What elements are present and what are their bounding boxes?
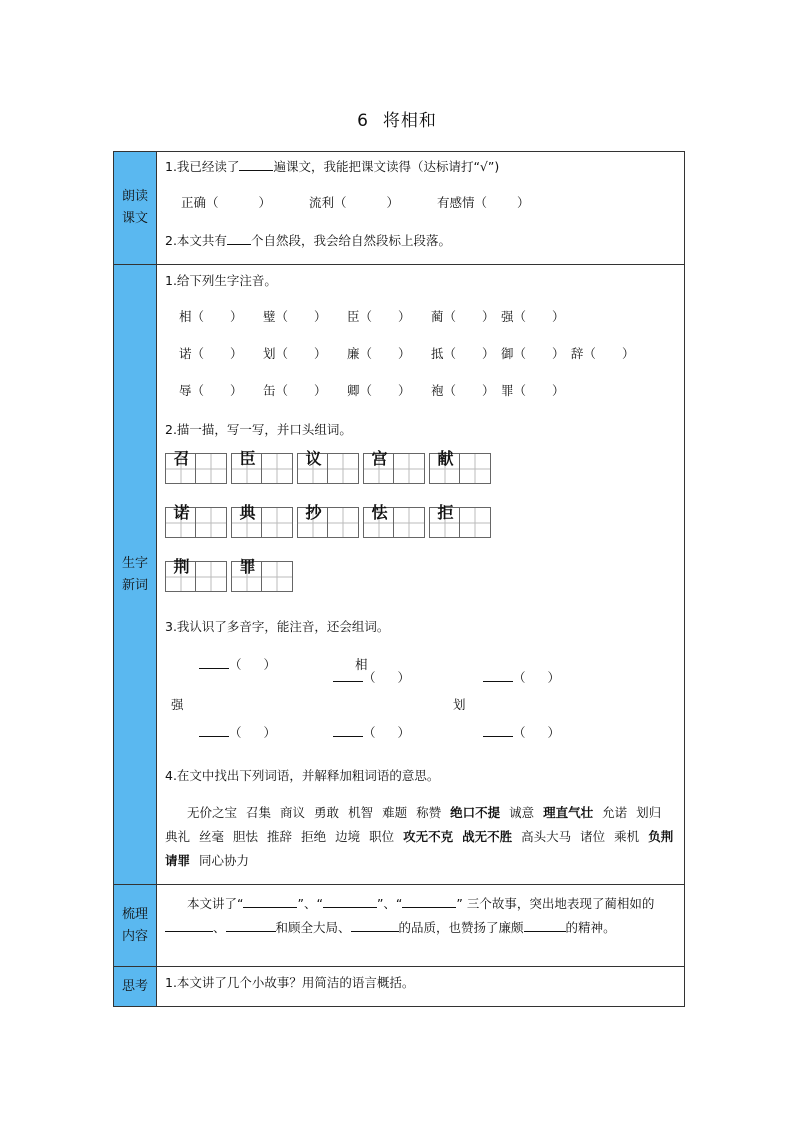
trace-box[interactable] (231, 503, 293, 538)
reading-q1 (165, 157, 499, 175)
vocab-word: 边境 (335, 829, 361, 844)
answer-blank[interactable] (165, 931, 213, 932)
trace-row (165, 557, 293, 592)
option-label: 流利（ (309, 195, 347, 210)
paren: ） (551, 309, 565, 324)
trace-box[interactable] (429, 503, 491, 538)
poly-char: 强 (171, 697, 184, 712)
trace-box[interactable] (429, 449, 491, 484)
page-title (0, 106, 794, 131)
pinyin-char: 臣（ (346, 309, 372, 324)
paren: ） (621, 346, 635, 361)
pinyin-char: 诺（ (179, 346, 205, 361)
chars-q3: 3.我认识了多音字，能注音，还会组词。 (165, 619, 390, 634)
paren: （ (363, 725, 376, 740)
trace-box[interactable] (297, 449, 359, 484)
label-line: 梳理 (121, 906, 148, 922)
option-close: ） (517, 195, 530, 210)
poly-char: 划 (453, 697, 466, 712)
vocab-word: 乘机 (614, 829, 640, 844)
label-line: 朗读 (121, 189, 148, 204)
answer-blank[interactable] (227, 244, 251, 245)
pinyin-char: 抵（ (430, 346, 456, 361)
poly-char: 相 (355, 657, 368, 672)
poly-slot (199, 655, 276, 673)
answer-blank[interactable] (483, 736, 513, 737)
trace-char: 召 (173, 449, 190, 468)
pinyin-char: 划（ (262, 346, 288, 361)
vocab-word: 无价之宝 (187, 805, 238, 820)
paren: ） (263, 657, 277, 672)
pinyin-row (179, 381, 567, 399)
pinyin-char: 辞（ (570, 346, 596, 361)
paren: ） (481, 383, 495, 398)
answer-blank[interactable] (524, 931, 566, 932)
answer-blank[interactable] (243, 907, 297, 908)
answer-blank[interactable] (333, 681, 363, 682)
trace-char: 典 (239, 503, 256, 522)
vocab-word: 商议 (280, 805, 306, 820)
paren: （ (229, 657, 242, 672)
text: 神。 (590, 920, 616, 935)
reading-q2 (165, 231, 451, 249)
trace-char: 荆 (173, 557, 190, 576)
pinyin-char: 袍（ (430, 383, 456, 398)
trace-char: 怯 (371, 503, 388, 522)
trace-box[interactable] (165, 503, 227, 538)
paren: ） (397, 670, 411, 685)
trace-box[interactable] (363, 503, 425, 538)
label-line: 课文 (121, 211, 148, 226)
vocab-word: 典礼 (165, 829, 191, 844)
paren: ） (263, 725, 277, 740)
answer-blank[interactable] (239, 170, 273, 171)
text: 本文讲了“ (187, 896, 244, 911)
poly-slot (483, 668, 560, 686)
option-close: ） (258, 195, 272, 210)
vocab-word: 战无不胜 (462, 829, 513, 844)
vocab-word: 胆怯 (233, 829, 259, 844)
pinyin-char: 卿（ (346, 383, 372, 398)
label-line: 生字 (121, 555, 148, 571)
text: 的品质，也赞扬了廉颇 (398, 920, 524, 935)
text: ”、“ (297, 896, 323, 911)
chars-q4: 4.在文中找出下列词语，并解释加粗词语的意思。 (165, 768, 440, 783)
poly-slot (333, 668, 410, 686)
answer-blank[interactable] (199, 736, 229, 737)
text: ”、“ (376, 896, 403, 911)
vocab-word: 同心协力 (199, 853, 250, 868)
vocab-word: 推辞 (267, 829, 293, 844)
vocab-word: 难题 (382, 805, 408, 820)
q-text: 个自然段，我会给自然段标上段落。 (250, 233, 451, 248)
trace-char: 献 (437, 449, 454, 468)
pinyin-char: 缶（ (262, 383, 288, 398)
summary-content (157, 885, 685, 967)
lesson-title: 将相和 (382, 111, 437, 131)
pinyin-char: 相（ (179, 309, 205, 324)
text: ” 三个故事，突出地表现了蔺相 (456, 896, 630, 911)
vocab-word: 理直气壮 (543, 805, 594, 820)
option-label: 正确（ (181, 195, 219, 210)
paren: ） (551, 346, 565, 361)
trace-char: 臣 (239, 449, 256, 468)
pinyin-row (179, 307, 567, 325)
poly-slot (333, 723, 410, 741)
q-text: 2.本文共有 (165, 233, 227, 248)
q-text: 1.我已经读了 (165, 159, 240, 174)
paren: ） (551, 383, 565, 398)
section-label-chars (114, 265, 157, 885)
text: 的精 (565, 920, 591, 935)
section-label-reading (114, 152, 157, 265)
summary-text (157, 885, 684, 940)
pinyin-char: 御（ (500, 346, 526, 361)
paren: ） (314, 346, 327, 361)
trace-char: 罪 (239, 557, 256, 576)
pinyin-char: 廉（ (346, 346, 372, 361)
answer-blank[interactable] (226, 931, 276, 932)
vocab-word: 诸位 (580, 829, 606, 844)
vocab-word: 允诺 (602, 805, 628, 820)
think-q1: 1.本文讲了几个小故事？用简洁的语言概括。 (165, 975, 415, 990)
answer-blank[interactable] (351, 931, 399, 932)
trace-row (165, 449, 491, 484)
text: 、 (213, 920, 226, 935)
text: 和顾全大局、 (275, 920, 351, 935)
pinyin-char: 璧（ (262, 309, 288, 324)
trace-char: 宫 (371, 449, 388, 468)
think-content (157, 967, 685, 1007)
answer-blank[interactable] (333, 736, 363, 737)
paren: ） (397, 346, 411, 361)
vocab-word: 划归 (636, 805, 662, 820)
paren: ） (397, 383, 411, 398)
paren: ） (314, 309, 327, 324)
vocab-word: 召集 (246, 805, 272, 820)
lesson-number: 6 (357, 111, 369, 131)
vocab-word: 称赞 (416, 805, 442, 820)
paren: （ (363, 670, 376, 685)
paren: （ (229, 725, 242, 740)
pinyin-char: 辱（ (179, 383, 205, 398)
option-label: 有感情（ (437, 195, 488, 210)
paren: ） (230, 346, 243, 361)
poly-slot (199, 723, 276, 741)
trace-char: 抄 (305, 503, 322, 522)
paren: ） (314, 383, 327, 398)
paren: （ (513, 670, 526, 685)
trace-char: 拒 (437, 503, 454, 522)
option-close: ） (386, 195, 400, 210)
vocab-word: 职位 (369, 829, 395, 844)
vocab-word: 拒绝 (301, 829, 327, 844)
trace-box[interactable] (363, 449, 425, 484)
trace-box[interactable] (297, 503, 359, 538)
paren: （ (513, 725, 526, 740)
q-text: 遍课文，我能把课文读得（达标请打“√”) (273, 159, 500, 174)
chars-content (157, 265, 685, 885)
section-label-think (114, 967, 157, 1007)
trace-row (165, 503, 491, 538)
pinyin-char: 蔺（ (430, 309, 456, 324)
text: 如的 (629, 896, 655, 911)
reading-options (181, 193, 530, 211)
section-label-summary (114, 885, 157, 967)
trace-box[interactable] (231, 557, 293, 592)
paren: ） (230, 383, 243, 398)
vocab-word: 绝口不提 (450, 805, 501, 820)
label-line: 思考 (121, 978, 148, 994)
chars-q2: 2.描一描，写一写，并口头组词。 (165, 422, 352, 437)
trace-box[interactable] (165, 449, 227, 484)
answer-blank[interactable] (483, 681, 513, 682)
reading-content (157, 152, 685, 265)
poly-slot (483, 723, 560, 741)
pinyin-char: 罪（ (500, 383, 526, 398)
pinyin-row (179, 344, 637, 362)
vocab-list (157, 801, 685, 873)
label-line: 内容 (121, 928, 148, 944)
trace-char: 诺 (173, 503, 190, 522)
paren: ） (397, 725, 411, 740)
vocab-word: 机智 (348, 805, 374, 820)
label-line: 新词 (121, 577, 148, 593)
vocab-word: 攻无不克 (403, 829, 454, 844)
trace-box[interactable] (231, 449, 293, 484)
pinyin-char: 强（ (500, 309, 526, 324)
answer-blank[interactable] (323, 907, 377, 908)
paren: ） (481, 346, 495, 361)
paren: ） (547, 670, 561, 685)
trace-char: 议 (305, 449, 322, 468)
answer-blank[interactable] (199, 668, 229, 669)
vocab-word: 负荆请罪 (165, 829, 674, 868)
chars-q1: 1.给下列生字注音。 (165, 273, 277, 288)
paren: ） (397, 309, 411, 324)
answer-blank[interactable] (402, 907, 456, 908)
paren: ） (230, 309, 243, 324)
paren: ） (481, 309, 495, 324)
worksheet-table (113, 151, 685, 1007)
trace-box[interactable] (165, 557, 227, 592)
paren: ） (547, 725, 561, 740)
vocab-word: 勇敢 (314, 805, 340, 820)
vocab-word: 丝毫 (199, 829, 225, 844)
vocab-word: 诚意 (509, 805, 535, 820)
vocab-word: 高头大马 (521, 829, 572, 844)
